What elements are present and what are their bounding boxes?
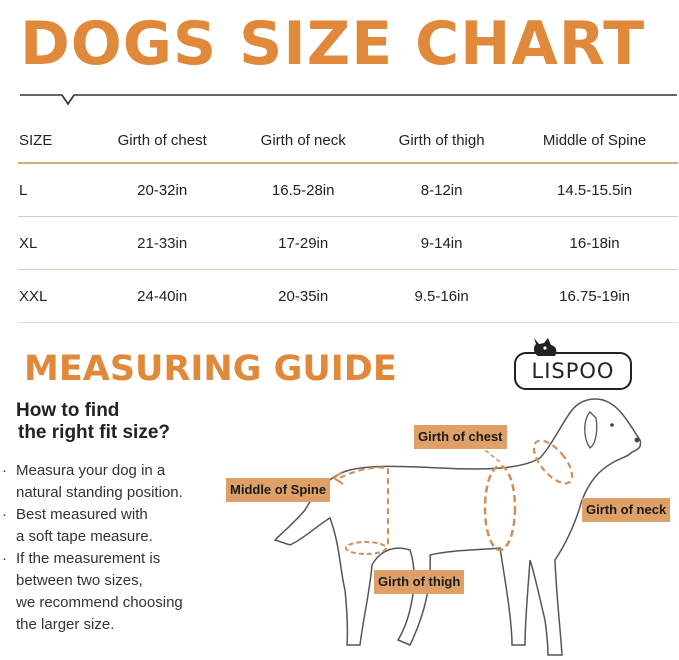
tip-line: · Best measured with	[16, 506, 148, 523]
header-size: SIZE	[18, 118, 90, 163]
neck-value: 17-29in	[234, 217, 372, 270]
tip-line: between two sizes,	[16, 572, 143, 589]
header-neck: Girth of neck	[234, 118, 372, 163]
spine-value: 16.75-19in	[511, 270, 678, 323]
thigh-value: 9.5-16in	[372, 270, 511, 323]
tip-line: we recommend choosing	[16, 594, 183, 611]
label-girth-of-chest: Girth of chest	[414, 425, 507, 449]
dog-nose	[635, 438, 640, 443]
tip-line: a soft tape measure.	[16, 528, 153, 545]
tip-line: natural standing position.	[16, 484, 183, 501]
label-middle-of-spine: Middle of Spine	[226, 478, 330, 502]
howto-line-1: How to find	[16, 400, 120, 421]
size-chart-title: DOGS SIZE CHART	[20, 9, 646, 79]
size-label: L	[18, 163, 90, 217]
neck-value: 20-35in	[234, 270, 372, 323]
spine-value: 16-18in	[511, 217, 678, 270]
brand-logo-text: LISPOO	[514, 352, 632, 390]
tip-line: · Measura your dog in a	[16, 462, 166, 479]
tip-line: the larger size.	[16, 616, 115, 633]
header-spine: Middle of Spine	[511, 118, 678, 163]
header-chest: Girth of chest	[90, 118, 234, 163]
thigh-value: 8-12in	[372, 163, 511, 217]
chest-value: 20-32in	[90, 163, 234, 217]
measuring-guide-title: MEASURING GUIDE	[24, 349, 397, 389]
neck-value: 16.5-28in	[234, 163, 372, 217]
size-label: XL	[18, 217, 90, 270]
chest-value: 24-40in	[90, 270, 234, 323]
header-thigh: Girth of thigh	[372, 118, 511, 163]
tip-line: · If the measurement is	[16, 550, 161, 567]
dog-eye	[610, 423, 614, 427]
label-girth-of-neck: Girth of neck	[582, 498, 670, 522]
label-girth-of-thigh: Girth of thigh	[374, 570, 464, 594]
thigh-value: 9-14in	[372, 217, 511, 270]
chest-value: 21-33in	[90, 217, 234, 270]
size-label: XXL	[18, 270, 90, 323]
spine-value: 14.5-15.5in	[511, 163, 678, 217]
howto-line-2: the right fit size?	[18, 422, 170, 443]
